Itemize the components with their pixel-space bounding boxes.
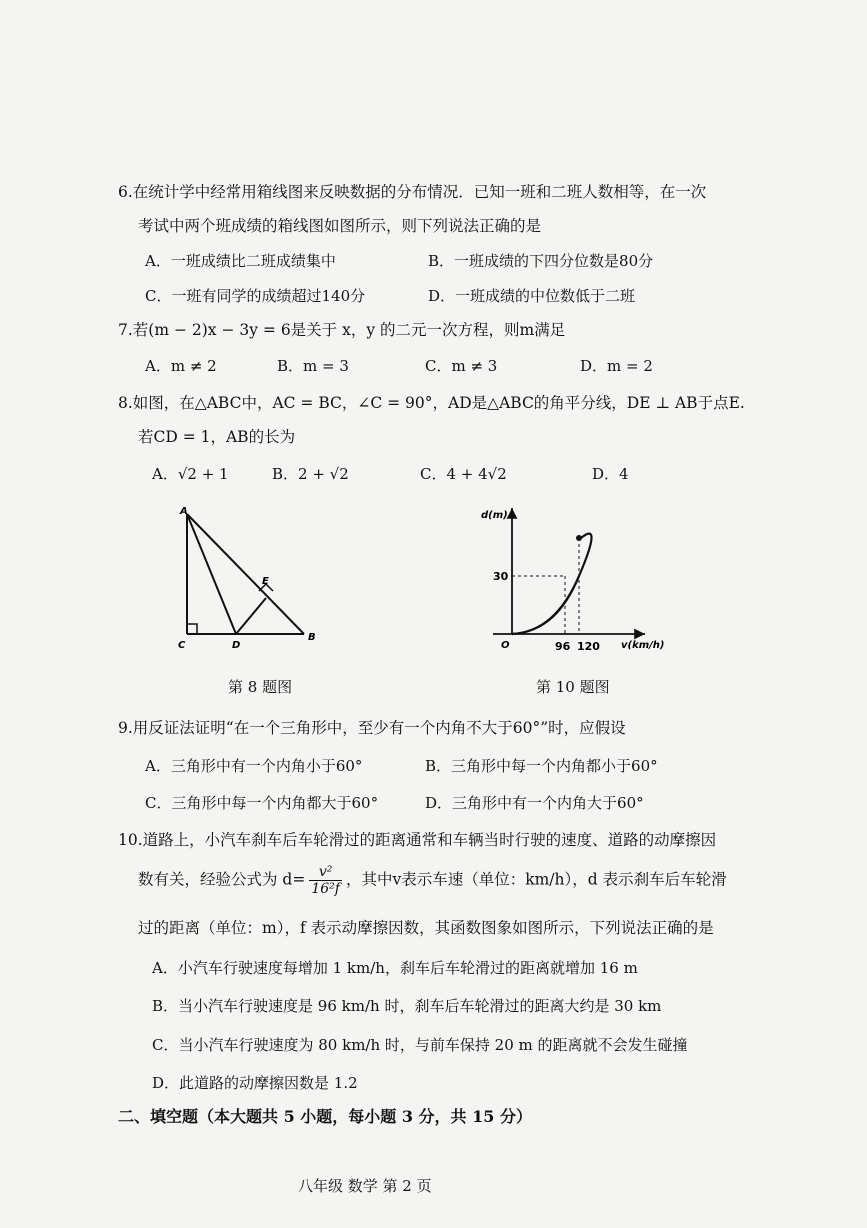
q10-stem-line3: 过的距离（单位：m），f 表示动摩擦因数，其函数图象如图所示，下列说法正确的是 — [138, 919, 714, 937]
q6-option-b: B．一班成绩的下四分位数是80分 — [428, 252, 654, 270]
q6-stem-line2: 考试中两个班成绩的箱线图如图所示，则下列说法正确的是 — [138, 217, 542, 235]
q10-figure-caption: 第 10 题图 — [536, 678, 610, 696]
q10-formula-denominator: 16²f — [311, 881, 340, 897]
q7-option-d: D．m = 2 — [580, 357, 653, 375]
q8-option-b: B．2 + √2 — [272, 465, 349, 483]
label-d: D — [232, 640, 241, 651]
tick-y-30: 30 — [493, 570, 509, 583]
q6-option-a: A．一班成绩比二班成绩集中 — [145, 252, 336, 270]
q6-stem-line1: 6.在统计学中经常用箱线图来反映数据的分布情况．已知一班和二班人数相等，在一次 — [118, 183, 707, 201]
label-b: B — [308, 632, 316, 643]
q8-stem-line1: 8.如图，在△ABC中，AC = BC，∠C = 90°，AD是△ABC的角平分线，DE ⊥ AB于点E. — [118, 394, 745, 412]
q10-option-d: D．此道路的动摩擦因数是 1.2 — [152, 1074, 358, 1092]
q8-figure-caption: 第 8 题图 — [228, 678, 293, 696]
tick-x-96: 96 — [555, 640, 571, 653]
curve-lower — [512, 576, 579, 634]
segment-de — [236, 598, 266, 634]
q9-option-b: B．三角形中每一个内角都小于60° — [425, 757, 658, 775]
label-e: E — [262, 576, 269, 587]
y-axis-label: d(m) — [481, 510, 508, 521]
q9-option-a: A．三角形中有一个内角小于60° — [145, 757, 363, 775]
q6-option-c: C．一班有同学的成绩超过140分 — [145, 287, 366, 305]
q8-option-d: D．4 — [592, 465, 629, 483]
q10-formula-fraction — [309, 864, 342, 897]
q10-graph-figure — [475, 500, 665, 660]
q9-option-d: D．三角形中有一个内角大于60° — [425, 794, 644, 812]
q7-option-a: A．m ≠ 2 — [145, 357, 217, 375]
q7-stem: 7.若(m − 2)x − 3y = 6是关于 x，y 的二元一次方程，则m满足 — [118, 321, 566, 339]
section-2-heading: 二、填空题（本大题共 5 小题，每小题 3 分，共 15 分） — [118, 1107, 532, 1126]
q10-option-a: A．小汽车行驶速度每增加 1 km/h，刹车后车轮滑过的距离就增加 16 m — [152, 959, 638, 977]
tick-x-120: 120 — [577, 640, 600, 653]
q10-stem-line1: 10.道路上，小汽车刹车后车轮滑过的距离通常和车辆当时行驶的速度、道路的动摩擦因 — [118, 831, 717, 849]
q10-formula-numerator: v² — [309, 864, 342, 881]
q6-option-d: D．一班成绩的中位数低于二班 — [428, 287, 636, 305]
x-axis-label: v(km/h) — [621, 640, 665, 651]
q10-formula-prefix: 数有关，经验公式为 d= — [138, 870, 306, 889]
q9-stem: 9.用反证法证明“在一个三角形中，至少有一个内角不大于60°”时，应假设 — [118, 719, 626, 737]
right-angle-c — [187, 624, 197, 634]
q8-option-c: C．4 + 4√2 — [420, 465, 507, 483]
q7-option-b: B．m = 3 — [277, 357, 349, 375]
q10-option-b: B．当小汽车行驶速度是 96 km/h 时，刹车后车轮滑过的距离大约是 30 km — [152, 997, 662, 1015]
label-a: A — [180, 506, 188, 517]
q10-formula-suffix: ，其中v表示车速（单位：km/h），d 表示刹车后车轮滑 — [345, 870, 727, 889]
side-ab — [187, 514, 304, 634]
bisector-ad — [187, 514, 236, 634]
page-footer: 八年级 数学 第 2 页 — [298, 1177, 432, 1195]
label-c: C — [178, 640, 186, 651]
q8-option-a: A．√2 + 1 — [152, 465, 229, 483]
q9-option-c: C．三角形中每一个内角都大于60° — [145, 794, 379, 812]
q10-stem-line2 — [138, 864, 727, 897]
q7-option-c: C．m ≠ 3 — [425, 357, 498, 375]
q10-option-c: C．当小汽车行驶速度为 80 km/h 时，与前车保持 20 m 的距离就不会发生碰撞 — [152, 1036, 688, 1054]
q8-triangle-figure — [170, 500, 330, 660]
origin-label: O — [501, 640, 510, 651]
q8-stem-line2: 若CD = 1，AB的长为 — [138, 428, 296, 446]
